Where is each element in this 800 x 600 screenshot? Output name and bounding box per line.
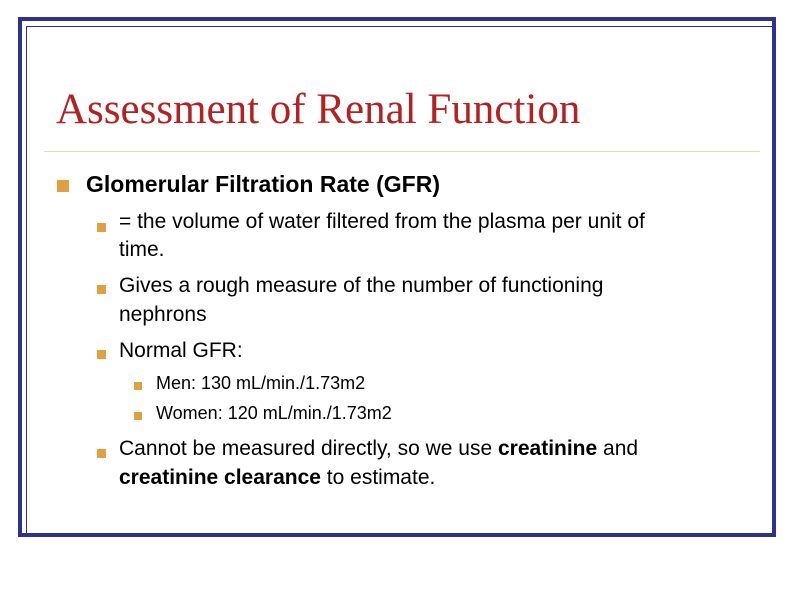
bullet-square-icon xyxy=(134,412,142,420)
bullet-creatinine-text-2: and xyxy=(597,437,639,460)
bullet-definition-line1: = the volume of water filtered from the plasma per unit of xyxy=(119,210,645,233)
bullet-measure-line2: nephrons xyxy=(119,303,207,326)
sub-bullet-women: Women: 120 mL/min./1.73m2 xyxy=(156,403,392,423)
creatinine-clearance-bold: creatinine clearance xyxy=(119,466,321,489)
bullet-square-icon xyxy=(57,180,69,192)
creatinine-bold: creatinine xyxy=(497,437,598,460)
bullet-square-icon xyxy=(97,285,106,294)
bullet-creatinine-line2 xyxy=(119,466,435,490)
bullet-square-icon xyxy=(97,449,106,458)
slide-title: Assessment of Renal Function xyxy=(56,86,581,133)
heading-gfr: Glomerular Filtration Rate (GFR) xyxy=(86,171,440,197)
bullet-definition-line2: time. xyxy=(119,238,165,261)
bullet-creatinine-text-3: to estimate. xyxy=(320,466,436,489)
bullet-measure-line1: Gives a rough measure of the number of functioning xyxy=(119,274,604,297)
bullet-normal-gfr: Normal GFR: xyxy=(119,339,243,362)
bullet-square-icon xyxy=(97,223,106,232)
sub-bullet-men: Men: 130 mL/min./1.73m2 xyxy=(156,373,366,393)
bullet-square-icon xyxy=(134,382,142,390)
bullet-creatinine-text-1: Cannot be measured directly, so we use xyxy=(119,437,498,460)
bullet-square-icon xyxy=(97,350,106,359)
bullet-creatinine-line1 xyxy=(119,437,638,461)
